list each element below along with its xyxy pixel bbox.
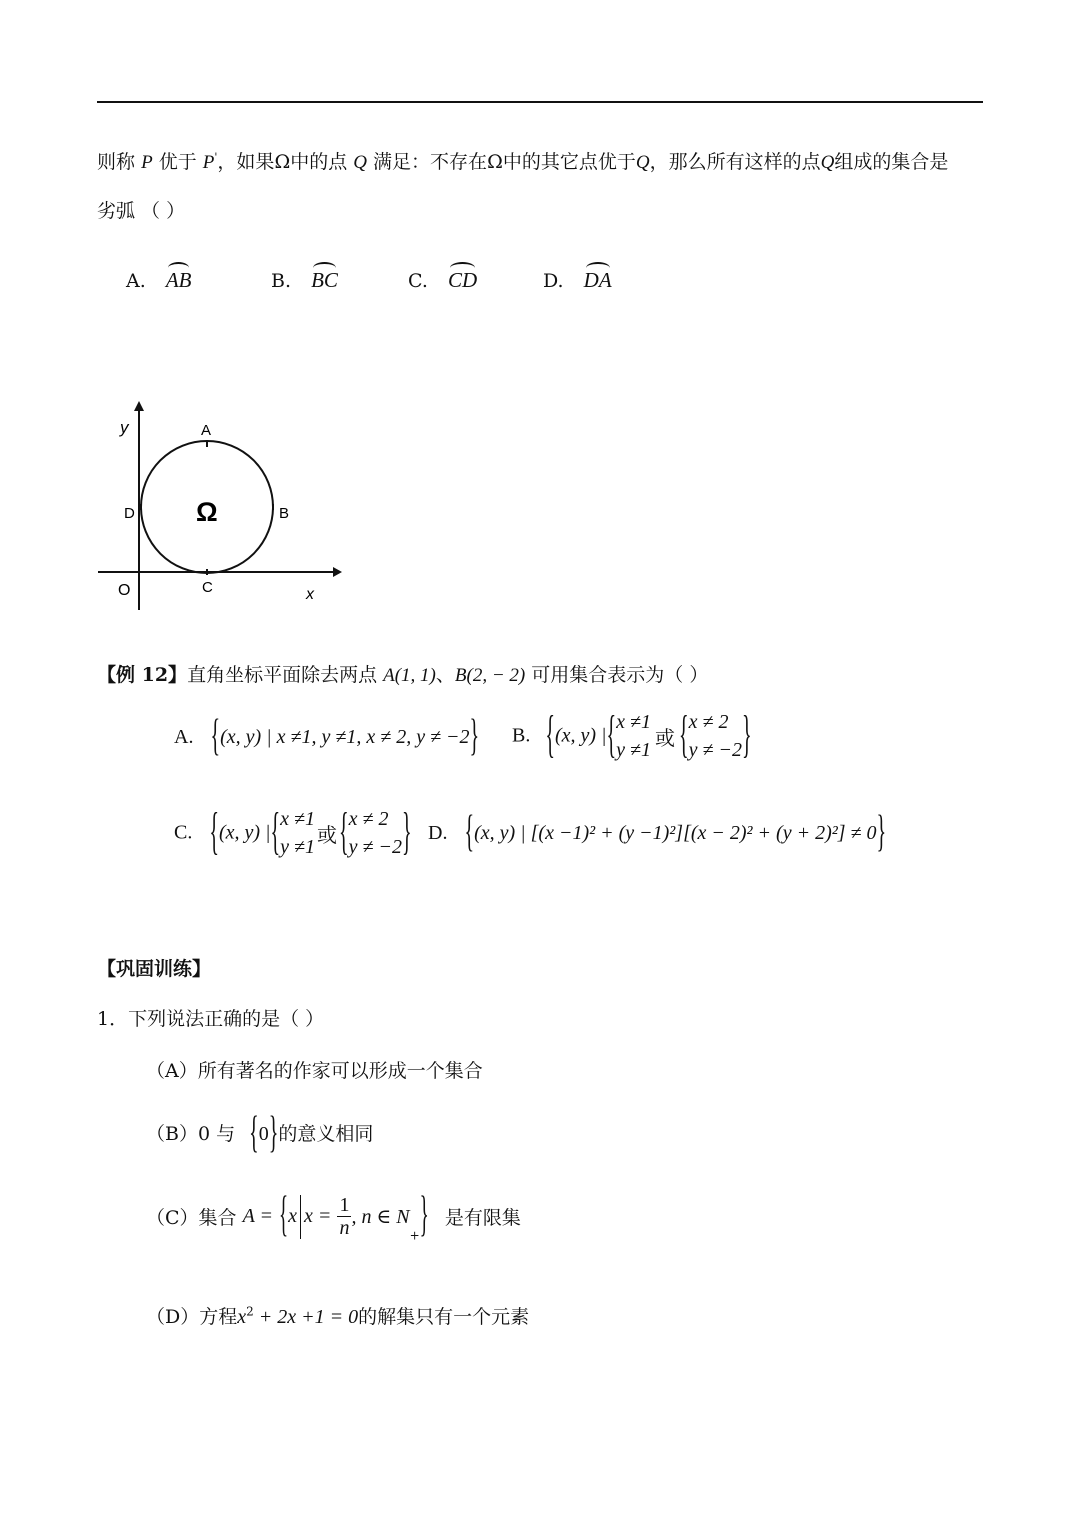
text: 组成的集合是 [834, 151, 949, 173]
omega-symbol: Ω [274, 151, 291, 173]
var-q: Q [820, 152, 835, 173]
practice-option-a: （A）所有著名的作家可以形成一个集合 [146, 1060, 483, 1082]
arc-bc: BC [311, 268, 338, 292]
point-b: B(2, − 2) [454, 665, 526, 686]
or-word: 或 [317, 824, 337, 847]
left-brace: { [270, 803, 281, 861]
set-head: (x, y) | [554, 724, 607, 747]
right-brace: } [419, 1187, 429, 1243]
left-brace: { [606, 706, 617, 764]
exponent: 2 [246, 1304, 254, 1319]
var-q: Q [635, 152, 650, 173]
left-brace: { [279, 1187, 289, 1243]
point-a: A(1, 1) [383, 665, 436, 686]
set-expression: (x, y) | x ≠1, y ≠1, x ≠ 2, y ≠ −2 [220, 726, 470, 748]
example-12-option-a [174, 712, 480, 761]
text: ，那么所有这样的点 [649, 151, 821, 173]
option-c-arc [408, 268, 477, 293]
condition: x ≠1 [280, 808, 315, 830]
paragraph-line-1 [97, 147, 948, 174]
paragraph-line-2: 劣弧 （ ） [97, 200, 186, 222]
text: 则称 [97, 151, 136, 173]
condition: x ≠ 2 [688, 711, 729, 733]
y-arrow-icon [134, 401, 144, 411]
option-label: B. [512, 724, 531, 747]
coordinate-figure [90, 395, 350, 610]
right-brace: } [741, 706, 752, 764]
fraction [337, 1194, 351, 1239]
option-d-arc [543, 268, 612, 293]
right-brace: } [469, 712, 480, 761]
practice-option-c [146, 1187, 521, 1243]
example-12-option-c [174, 805, 412, 861]
text: 的解集只有一个元素 [358, 1306, 530, 1328]
set-head: (x, y) | [218, 821, 271, 844]
left-brace: { [339, 803, 349, 861]
text: 满足：不存在 [373, 151, 488, 173]
condition: y ≠1 [616, 739, 651, 761]
omega-symbol: Ω [487, 151, 503, 173]
divider-bar [300, 1195, 301, 1239]
origin-label: O [118, 582, 131, 599]
example-12-option-b [512, 708, 752, 764]
x-label: x [306, 586, 314, 603]
condition-stack-1 [616, 708, 651, 764]
left-brace: { [545, 706, 555, 764]
left-brace: { [464, 808, 475, 857]
option-label: B. [271, 270, 292, 292]
text: 、 [435, 664, 455, 686]
text: （B）0 与 [146, 1123, 236, 1145]
left-brace: { [679, 706, 689, 764]
practice-heading: 【巩固训练】 [97, 958, 212, 980]
or-word: 或 [655, 727, 675, 750]
var-x-eq: x = [304, 1205, 332, 1227]
prime-mark: ' [214, 150, 218, 164]
text: （D）方程 [146, 1306, 238, 1328]
var-q: Q [353, 152, 367, 173]
right-brace: } [876, 808, 887, 857]
arc-cd: CD [447, 268, 478, 292]
arc-da: DA [583, 268, 612, 292]
text: （C）集合 [146, 1207, 237, 1229]
label-d: D [124, 505, 135, 522]
equation: + 2x +1 = 0 [253, 1306, 359, 1328]
subscript: + [409, 1228, 420, 1243]
condition: y ≠ −2 [688, 739, 742, 761]
practice-question-1: 1．下列说法正确的是（ ） [97, 1008, 325, 1030]
practice-option-d [146, 1302, 529, 1329]
var-x: x [288, 1205, 298, 1227]
option-label: C. [408, 270, 428, 292]
var-p-prime: P [202, 152, 215, 173]
example-tag: 【例 12】 [97, 664, 188, 686]
label-b: B [279, 505, 290, 522]
condition: y ≠1 [280, 836, 315, 858]
option-a-arc [126, 268, 191, 293]
text: ，如果 [217, 151, 275, 173]
condition-stack-2 [349, 805, 402, 861]
denominator: n [339, 1217, 350, 1239]
condition: x ≠1 [616, 711, 651, 733]
option-label: C. [174, 821, 193, 844]
var-p: P [141, 152, 153, 173]
set-name: A = [242, 1205, 273, 1227]
text: 优于 [158, 151, 197, 173]
omega-label: Ω [196, 497, 218, 527]
right-brace: } [401, 803, 412, 861]
set-expression: (x, y) | [(x −1)² + (y −1)²][(x − 2)² + (y + 2)²] ≠ 0 [474, 822, 877, 844]
header-rule [97, 101, 983, 103]
condition: y ≠ −2 [348, 836, 402, 858]
text: 中的其它点优于 [502, 151, 636, 173]
option-b-arc [271, 268, 338, 293]
text: 可用集合表示为（ ） [531, 664, 709, 686]
condition-stack-1 [280, 805, 315, 861]
condition: x ≠ 2 [348, 808, 389, 830]
option-label: D. [428, 822, 448, 844]
practice-option-b [146, 1109, 374, 1158]
arc-ab: AB [165, 268, 192, 292]
set-element: 0 [258, 1123, 269, 1145]
option-label: A. [174, 726, 194, 748]
text: 的意义相同 [278, 1123, 374, 1145]
text: 是有限集 [444, 1207, 521, 1229]
left-brace: { [209, 803, 219, 861]
text: 中的点 [290, 151, 348, 173]
condition: , n ∈ N [351, 1206, 410, 1228]
condition-stack-2 [689, 708, 742, 764]
y-label: y [120, 418, 129, 437]
left-brace: { [210, 712, 221, 761]
option-label: A. [126, 270, 146, 292]
label-c: C [202, 579, 213, 596]
x-arrow-icon [333, 567, 342, 577]
numerator: 1 [339, 1194, 350, 1216]
example-12-question [97, 660, 708, 687]
left-brace: { [249, 1109, 259, 1158]
equation: x [237, 1306, 247, 1328]
example-12-option-d [428, 808, 887, 857]
text: 直角坐标平面除去两点 [187, 664, 378, 686]
right-brace: } [268, 1109, 279, 1158]
option-label: D. [543, 270, 564, 292]
label-a: A [201, 422, 212, 439]
